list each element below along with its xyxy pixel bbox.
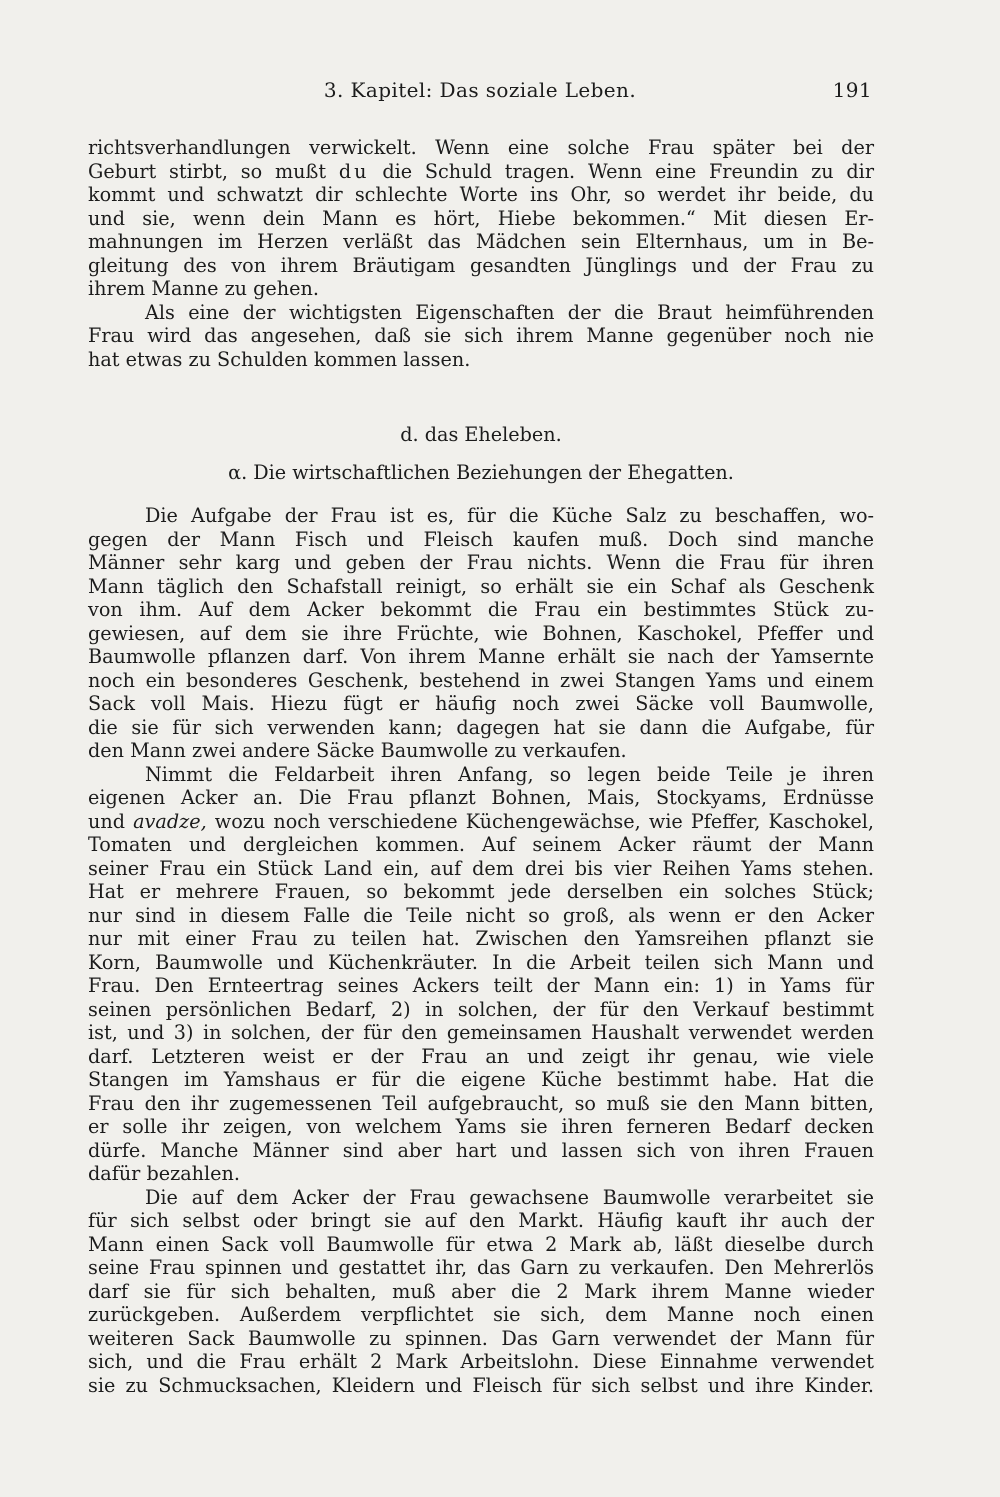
- text-line: gleitung des von ihrem Bräutigam gesandten Jünglings und der Frau zu: [88, 253, 874, 277]
- text-line: Hat er mehrere Frauen, so bekommt jede derselben ein solches Stück;: [88, 880, 874, 903]
- text-line: Die Aufgabe der Frau ist es, für die Küche Salz zu beschaffen, wo-: [145, 504, 874, 527]
- text-line: Sack voll Mais. Hiezu fügt er häufig noch zwei Säcke voll Baumwolle,: [88, 692, 874, 715]
- text-line: Mann täglich den Schafstall reinigt, so erhält sie ein Schaf als Geschenk: [88, 574, 874, 598]
- paragraph-block-1: [88, 136, 874, 371]
- text-line: Männer sehr karg und geben der Frau nichts. Wenn die Frau für ihren: [88, 551, 874, 574]
- text-line: die sie für sich verwenden kann; dagegen hat sie dann die Aufgabe, für: [88, 715, 874, 739]
- text-line: noch ein besonderes Geschenk, bestehend in zwei Stangen Yams und einem: [88, 668, 874, 692]
- spaced-word: du: [338, 159, 370, 183]
- text-line: weiteren Sack Baumwolle zu spinnen. Das Garn verwendet der Mann für: [88, 1326, 874, 1350]
- text-line: [88, 810, 874, 834]
- text-fragment: und: [88, 809, 125, 833]
- text-line: darf. Letzteren weist er der Frau an und zeigt ihr genau, wie viele: [88, 1044, 874, 1068]
- text-line: richtsverhandlungen verwickelt. Wenn eine solche Frau später bei der: [88, 136, 874, 159]
- text-line: dafür bezahlen.: [88, 1162, 240, 1185]
- text-line: kommt und schwatzt dir schlechte Worte ins Ohr, so werdet ihr beide, du: [88, 183, 874, 206]
- text-line: sie zu Schmucksachen, Kleidern und Fleisch für sich selbst und ihre Kinder.: [88, 1373, 874, 1397]
- text-line: Frau den ihr zugemessenen Teil aufgebraucht, so muß sie den Mann bitten,: [88, 1091, 874, 1115]
- subsection-heading: α. Die wirtschaftlichen Beziehungen der Ehegatten.: [228, 461, 734, 484]
- text-line: sich, und die Frau erhält 2 Mark Arbeitslohn. Diese Einnahme verwendet: [88, 1350, 874, 1373]
- text-fragment: wozu noch verschiedene Küchengewächse, wie Pfeffer, Kaschokel,: [214, 809, 874, 833]
- text-line: Die auf dem Acker der Frau gewachsene Baumwolle verarbeitet sie: [145, 1185, 874, 1209]
- text-fragment: Geburt stirbt, so mußt: [88, 159, 327, 183]
- chapter-title: 3. Kapitel: Das soziale Leben.: [323, 78, 637, 102]
- text-line: Als eine der wichtigsten Eigenschaften der die Braut heimführenden: [145, 300, 874, 324]
- text-line: seiner Frau ein Stück Land ein, auf dem drei bis vier Reihen Yams stehen.: [88, 856, 874, 880]
- text-line: gewiesen, auf dem sie ihre Früchte, wie Bohnen, Kaschokel, Pfeffer und: [88, 621, 874, 645]
- text-line: mahnungen im Herzen verläßt das Mädchen sein Elternhaus, um in Be-: [88, 230, 874, 253]
- text-line: eigenen Acker an. Die Frau pflanzt Bohnen, Mais, Stockyams, Erdnüsse: [88, 786, 874, 809]
- text-line: Frau wird das angesehen, daß sie sich ihrem Manne gegenüber noch nie: [88, 324, 874, 347]
- text-line: Stangen im Yamshaus er für die eigene Küche bestimmt habe. Hat die: [88, 1068, 874, 1091]
- text-fragment: die Schuld tragen. Wenn eine Freundin zu dir: [382, 159, 874, 183]
- text-line: ihrem Manne zu gehen.: [88, 277, 319, 300]
- text-line: nur sind in diesem Falle die Teile nicht so groß, als wenn er den Acker: [88, 903, 874, 927]
- text-line: nur mit einer Frau zu teilen hat. Zwischen den Yamsreihen pflanzt sie: [88, 927, 874, 950]
- text-line: und sie, wenn dein Mann es hört, Hiebe bekommen.“ Mit diesen Er-: [88, 206, 874, 230]
- text-line: den Mann zwei andere Säcke Baumwolle zu verkaufen.: [88, 739, 627, 762]
- text-line: Baumwolle pflanzen darf. Von ihrem Manne erhält sie nach der Yamsernte: [88, 645, 874, 668]
- italic-term: avadze,: [133, 809, 207, 833]
- text-line: er solle ihr zeigen, von welchem Yams sie ihren ferneren Bedarf decken: [88, 1115, 874, 1138]
- text-line: darf sie für sich behalten, muß aber die 2 Mark ihrem Manne wieder: [88, 1279, 874, 1303]
- text-line: für sich selbst oder bringt sie auf den Markt. Häufig kauft ihr auch der: [88, 1209, 874, 1232]
- text-line: Nimmt die Feldarbeit ihren Anfang, so legen beide Teile je ihren: [145, 762, 874, 786]
- page-number: 191: [832, 78, 872, 102]
- text-line: gegen der Mann Fisch und Fleisch kaufen muß. Doch sind manche: [88, 527, 874, 551]
- text-line: Mann einen Sack voll Baumwolle für etwa 2 Mark ab, läßt dieselbe durch: [88, 1232, 874, 1256]
- section-heading: d. das Eheleben.: [400, 423, 562, 446]
- text-line: Tomaten und dergleichen kommen. Auf seinem Acker räumt der Mann: [88, 833, 874, 856]
- text-line: seinen persönlichen Bedarf, 2) in solchen, der für den Verkauf bestimmt: [88, 997, 874, 1021]
- text-line: Frau. Den Ernteertrag seines Ackers teilt der Mann ein: 1) in Yams für: [88, 974, 874, 997]
- text-line: dürfe. Manche Männer sind aber hart und lassen sich von ihren Frauen: [88, 1138, 874, 1162]
- text-line: hat etwas zu Schulden kommen lassen.: [88, 347, 471, 371]
- text-line: [88, 160, 874, 184]
- text-line: von ihm. Auf dem Acker bekommt die Frau ein bestimmtes Stück zu-: [88, 598, 874, 621]
- text-line: Korn, Baumwolle und Küchenkräuter. In die Arbeit teilen sich Mann und: [88, 950, 874, 974]
- text-line: zurückgeben. Außerdem verpflichtet sie sich, dem Manne noch einen: [88, 1303, 874, 1326]
- paragraph-block-2: [88, 504, 874, 1397]
- running-header: [88, 78, 872, 110]
- text-line: seine Frau spinnen und gestattet ihr, das Garn zu verkaufen. Den Mehrerlös: [88, 1256, 874, 1279]
- text-line: ist, und 3) in solchen, der für den gemeinsamen Haushalt verwendet werden: [88, 1021, 874, 1044]
